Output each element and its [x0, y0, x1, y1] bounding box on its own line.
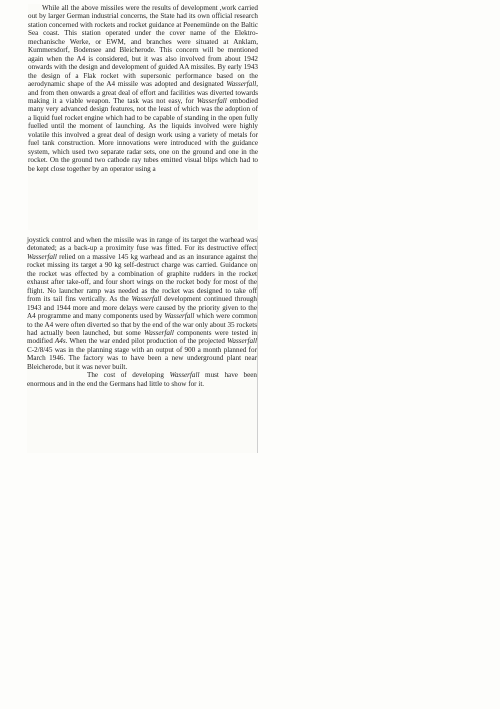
italic-term: Wasserfall — [226, 80, 257, 89]
italic-term: Wasserfall — [143, 328, 174, 337]
italic-term: Wasserfall — [131, 295, 162, 304]
italic-term: Wasserfall — [227, 337, 257, 346]
italic-term: Wasserfall — [164, 312, 195, 321]
italic-term: Wasserfall — [27, 252, 57, 261]
italic-term: A4s — [54, 337, 66, 346]
italic-term: Wasserfall — [169, 371, 200, 380]
text-clipping-bottom — [27, 236, 258, 453]
italic-term: Wasserfall — [196, 96, 227, 105]
paragraph-3: The cost of developing Wasserfall must have been enormous and in the end the Germans had little to show for it. — [27, 371, 258, 388]
text-clipping-top — [28, 4, 258, 230]
paragraph-1: While all the above missiles were the results of development ,work carried out by larger German industrial concerns, the State had its own official research station concerned with rockets and rocket guidance at Peenemünde on the Baltic Sea coast. This station operated under the cover name of the Elektro-mechanische Werke, or EWM, and branches were situated at Anklam, Kummersdorf, Bodensee and Bleicherode. This concern will be mentioned again when the A4 is considered, but it was also involved from about 1942 onwards with the design and development of guided AA missiles. By early 1943 the design of a Flak rocket with supersonic performance based on the aerodynamic shape of the A4 missile was adopted and designated Wasserfall, and from then onwards a great deal of effort and facilities was diverted towards making it a viable weapon. The task was not easy, for Wasserfall embodied many very advanced design features, not the least of which was the adoption of a liquid fuel rocket engine which had to be capable of standing in the open fully fuelled until the moment of launching. As the liquids involved were highly volatile this involved a great deal of design work using a variety of metals for fuel tank construction. More innovations were introduced with the guidance system, which used two separate radar sets, one on the ground and one in the rocket. On the ground two cathode ray tubes emitted visual blips which had to be kept close together by an operator using a — [28, 4, 258, 173]
paragraph-2: joystick control and when the missile was in range of its target the warhead was detonated; as a back-up a proximity fuse was fitted. For its destructive effect Wasserfall relied on a massive 145 kg warhead and as an insurance against the rocket missing its target a 90 kg self-destruct charge was carried. Guidance on the rocket was effected by a combination of graphite rudders in the rocket exhaust after take-off, and four short wings on the rocket body for most of the flight. No launcher ramp was needed as the rocket was designed to take off from its tail fins vertically. As the Wasserfall development continued through 1943 and 1944 more and more delays were caused by the priority given to the A4 programme and many components used by Wasserfall which were common to the A4 were often diverted so that by the end of the war only about 35 rockets had actually been launched, but some Wasserfall components were tested in modified A4s. When the war ended pilot production of the projected Wasserfall C-2/8/45 was in the planning stage with an output of 900 a month planned for March 1946. The factory was to have been a new underground plant near Bleicherode, but it was never built. — [27, 236, 257, 371]
